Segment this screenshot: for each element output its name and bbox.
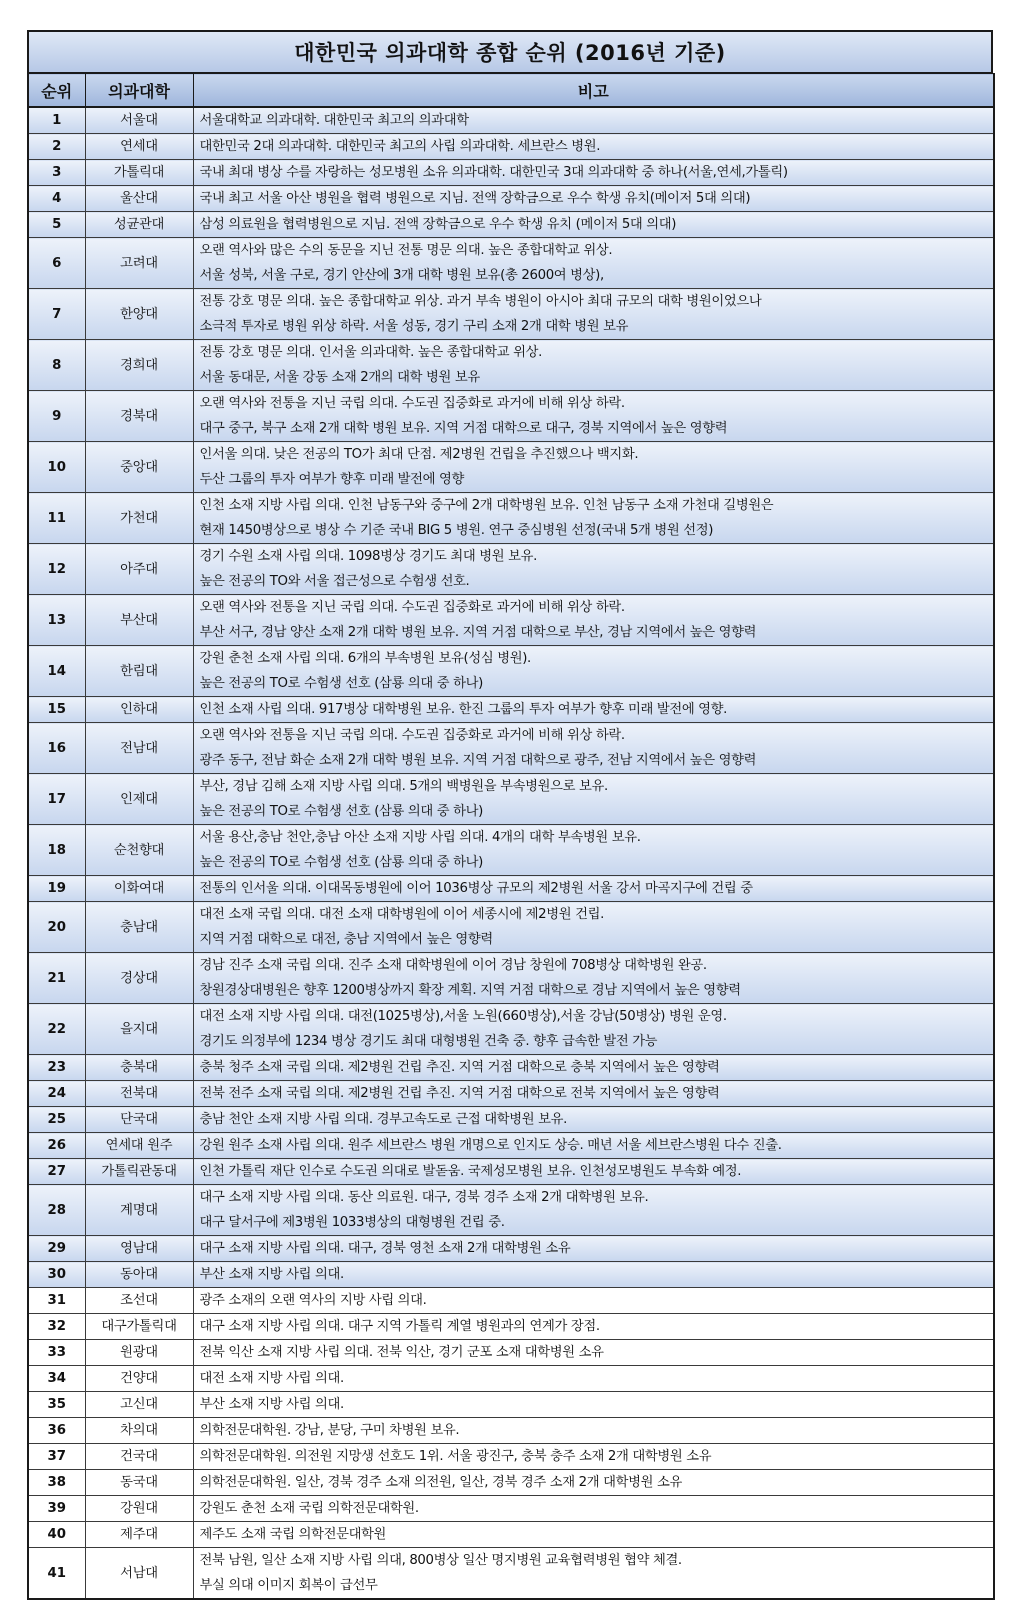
- school-name-cell: 제주대: [85, 1522, 193, 1548]
- school-name-cell: 조선대: [85, 1288, 193, 1314]
- note-cell: [193, 1366, 994, 1392]
- rank-cell: 21: [28, 953, 85, 1004]
- table-row: [28, 1185, 994, 1236]
- note-line: 삼성 의료원을 협력병원으로 지님. 전액 장학금으로 우수 학생 유치 (메이저 5대 의대): [199, 217, 677, 232]
- note-line: 인천 소재 사립 의대. 917병상 대학병원 보유. 한진 그룹의 투자 여부가 향후 미래 발전에 영향.: [199, 702, 728, 717]
- rank-cell: 11: [28, 493, 85, 544]
- school-name-cell: 강원대: [85, 1496, 193, 1522]
- rank-cell: 7: [28, 289, 85, 340]
- note-line: 충북 청주 소재 국립 의대. 제2병원 건립 추진. 지역 거점 대학으로 충북 지역에서 높은 영향력: [199, 1060, 720, 1075]
- note-line: 전통 강호 명문 의대. 인서울 의과대학. 높은 종합대학교 위상.: [199, 345, 543, 360]
- school-name-cell: 원광대: [85, 1340, 193, 1366]
- table-row: [28, 1522, 994, 1548]
- note-cell: [193, 340, 994, 391]
- school-name-cell: 연세대: [85, 134, 193, 160]
- note-cell: [193, 107, 994, 134]
- school-name-cell: 가천대: [85, 493, 193, 544]
- note-line: 서울 용산,충남 천안,충남 아산 소재 지방 사립 의대. 4개의 대학 부속병원 보유.: [199, 830, 641, 845]
- note-line: 경남 진주 소재 국립 의대. 진주 소재 대학병원에 이어 경남 창원에 708병상 대학병원 완공.: [199, 958, 707, 973]
- table-row: [28, 391, 994, 442]
- column-header-note: 비고: [193, 74, 994, 108]
- note-cell: [193, 1004, 994, 1055]
- school-name-cell: 인하대: [85, 697, 193, 723]
- note-line: 부산 소재 지방 사립 의대.: [199, 1267, 344, 1282]
- table-row: [28, 1392, 994, 1418]
- note-cell: [193, 160, 994, 186]
- note-line: 대구 소재 지방 사립 의대. 대구 지역 가톨릭 계열 병원과의 연계가 장점.: [199, 1319, 600, 1334]
- note-line: 높은 전공의 TO와 서울 접근성으로 수험생 선호.: [199, 574, 470, 589]
- school-name-cell: 연세대 원주: [85, 1133, 193, 1159]
- rank-cell: 9: [28, 391, 85, 442]
- note-cell: [193, 1107, 994, 1133]
- rank-cell: 16: [28, 723, 85, 774]
- note-line: 대전 소재 지방 사립 의대.: [199, 1371, 344, 1386]
- rank-cell: 32: [28, 1314, 85, 1340]
- note-cell: [193, 876, 994, 902]
- table-row: [28, 238, 994, 289]
- table-row: [28, 134, 994, 160]
- rank-cell: 38: [28, 1470, 85, 1496]
- school-name-cell: 충남대: [85, 902, 193, 953]
- table-row: [28, 1055, 994, 1081]
- note-line: 강원도 춘천 소재 국립 의학전문대학원.: [199, 1501, 419, 1516]
- note-cell: [193, 1185, 994, 1236]
- page-title: 대한민국 의과대학 종합 순위 (2016년 기준): [27, 30, 993, 73]
- note-cell: [193, 212, 994, 238]
- school-name-cell: 계명대: [85, 1185, 193, 1236]
- rank-cell: 39: [28, 1496, 85, 1522]
- note-cell: [193, 289, 994, 340]
- school-name-cell: 성균관대: [85, 212, 193, 238]
- school-name-cell: 가톨릭대: [85, 160, 193, 186]
- note-cell: [193, 544, 994, 595]
- school-name-cell: 중앙대: [85, 442, 193, 493]
- note-cell: [193, 595, 994, 646]
- note-line: 충남 천안 소재 지방 사립 의대. 경부고속도로 근접 대학병원 보유.: [199, 1112, 568, 1127]
- rank-cell: 3: [28, 160, 85, 186]
- table-row: [28, 1340, 994, 1366]
- note-line: 대구 소재 지방 사립 의대. 동산 의료원. 대구, 경북 경주 소재 2개 대학병원 보유.: [199, 1190, 649, 1205]
- table-row: [28, 442, 994, 493]
- school-name-cell: 건국대: [85, 1444, 193, 1470]
- note-cell: [193, 1392, 994, 1418]
- table-row: [28, 1236, 994, 1262]
- table-row: [28, 1133, 994, 1159]
- note-cell: [193, 1522, 994, 1548]
- note-cell: [193, 1548, 994, 1600]
- note-line: 광주 소재의 오랜 역사의 지방 사립 의대.: [199, 1293, 427, 1308]
- school-name-cell: 건양대: [85, 1366, 193, 1392]
- note-cell: [193, 1159, 994, 1185]
- note-line: 오랜 역사와 전통을 지닌 국립 의대. 수도권 집중화로 과거에 비해 위상 하락.: [199, 728, 625, 743]
- note-line: 의학전문대학원. 의전원 지망생 선호도 1위. 서울 광진구, 충북 충주 소재 2개 대학병원 소유: [199, 1449, 712, 1464]
- note-line: 경기도 의정부에 1234 병상 경기도 최대 대형병원 건축 중. 향후 급속한 발전 가능: [199, 1034, 658, 1049]
- note-cell: [193, 1496, 994, 1522]
- table-row: [28, 1418, 994, 1444]
- school-name-cell: 순천향대: [85, 825, 193, 876]
- note-line: 의학전문대학원. 강남, 분당, 구미 차병원 보유.: [199, 1423, 460, 1438]
- school-name-cell: 서남대: [85, 1548, 193, 1600]
- rank-cell: 25: [28, 1107, 85, 1133]
- note-cell: [193, 774, 994, 825]
- school-name-cell: 대구가톨릭대: [85, 1314, 193, 1340]
- note-cell: [193, 1288, 994, 1314]
- school-name-cell: 이화여대: [85, 876, 193, 902]
- table-row: [28, 1107, 994, 1133]
- note-line: 전통 강호 명문 의대. 높은 종합대학교 위상. 과거 부속 병원이 아시아 최대 규모의 대학 병원이었으나: [199, 294, 762, 309]
- rank-cell: 35: [28, 1392, 85, 1418]
- note-line: 강원 원주 소재 사립 의대. 원주 세브란스 병원 개명으로 인지도 상승. 매년 서울 세브란스병원 다수 진출.: [199, 1138, 782, 1153]
- note-cell: [193, 1055, 994, 1081]
- note-cell: [193, 391, 994, 442]
- rank-cell: 26: [28, 1133, 85, 1159]
- note-cell: [193, 134, 994, 160]
- note-line: 인천 가톨릭 재단 인수로 수도권 의대로 발돋움. 국제성모병원 보유. 인천성모병원도 부속화 예정.: [199, 1164, 742, 1179]
- table-row: [28, 1366, 994, 1392]
- note-line: 창원경상대병원은 향후 1200병상까지 확장 계획. 지역 거점 대학으로 경남 지역에서 높은 영향력: [199, 983, 741, 998]
- rank-cell: 31: [28, 1288, 85, 1314]
- note-line: 부산 서구, 경남 양산 소재 2개 대학 병원 보유. 지역 거점 대학으로 부산, 경남 지역에서 높은 영향력: [199, 625, 757, 640]
- table-row: [28, 1470, 994, 1496]
- rank-cell: 12: [28, 544, 85, 595]
- rank-cell: 27: [28, 1159, 85, 1185]
- school-name-cell: 고신대: [85, 1392, 193, 1418]
- note-line: 전북 익산 소재 지방 사립 의대. 전북 익산, 경기 군포 소재 대학병원 소유: [199, 1345, 604, 1360]
- table-row: [28, 646, 994, 697]
- rank-cell: 41: [28, 1548, 85, 1600]
- note-cell: [193, 238, 994, 289]
- note-cell: [193, 1262, 994, 1288]
- note-cell: [193, 646, 994, 697]
- note-line: 대구 달서구에 제3병원 1033병상의 대형병원 건립 중.: [199, 1215, 505, 1230]
- note-line: 높은 전공의 TO로 수험생 선호 (삼룡 의대 중 하나): [199, 804, 483, 819]
- note-cell: [193, 825, 994, 876]
- note-cell: [193, 1236, 994, 1262]
- school-name-cell: 동국대: [85, 1470, 193, 1496]
- table-row: [28, 107, 994, 134]
- rank-cell: 14: [28, 646, 85, 697]
- note-line: 대한민국 2대 의과대학. 대한민국 최고의 사립 의과대학. 세브란스 병원.: [199, 139, 601, 154]
- note-line: 높은 전공의 TO로 수험생 선호 (삼룡 의대 중 하나): [199, 855, 483, 870]
- rank-cell: 40: [28, 1522, 85, 1548]
- note-line: 대구 소재 지방 사립 의대. 대구, 경북 영천 소재 2개 대학병원 소유: [199, 1241, 571, 1256]
- note-line: 강원 춘천 소재 사립 의대. 6개의 부속병원 보유(성심 병원).: [199, 651, 531, 666]
- note-cell: [193, 697, 994, 723]
- rank-cell: 2: [28, 134, 85, 160]
- column-header-name: 의과대학: [85, 74, 193, 108]
- note-line: 서울 동대문, 서울 강동 소재 2개의 대학 병원 보유: [199, 370, 480, 385]
- rank-cell: 6: [28, 238, 85, 289]
- rank-cell: 1: [28, 107, 85, 134]
- table-row: [28, 1081, 994, 1107]
- school-name-cell: 충북대: [85, 1055, 193, 1081]
- table-row: [28, 186, 994, 212]
- rank-cell: 5: [28, 212, 85, 238]
- note-line: 서울대학교 의과대학. 대한민국 최고의 의과대학: [199, 113, 469, 128]
- note-cell: [193, 1470, 994, 1496]
- note-line: 지역 거점 대학으로 대전, 충남 지역에서 높은 영향력: [199, 932, 493, 947]
- rank-cell: 29: [28, 1236, 85, 1262]
- table-row: [28, 953, 994, 1004]
- rank-cell: 4: [28, 186, 85, 212]
- rank-cell: 8: [28, 340, 85, 391]
- rank-cell: 23: [28, 1055, 85, 1081]
- note-cell: [193, 1444, 994, 1470]
- table-body: [28, 107, 994, 1599]
- note-line: 인천 소재 지방 사립 의대. 인천 남동구와 중구에 2개 대학병원 보유. 인천 남동구 소재 가천대 길병원은: [199, 498, 774, 513]
- rank-cell: 33: [28, 1340, 85, 1366]
- note-cell: [193, 1081, 994, 1107]
- note-cell: [193, 902, 994, 953]
- school-name-cell: 을지대: [85, 1004, 193, 1055]
- note-line: 국내 최고 서울 아산 병원을 협력 병원으로 지님. 전액 장학금으로 우수 학생 유치(메이저 5대 의대): [199, 191, 751, 206]
- table-row: [28, 1314, 994, 1340]
- note-line: 경기 수원 소재 사립 의대. 1098병상 경기도 최대 병원 보유.: [199, 549, 537, 564]
- rank-cell: 18: [28, 825, 85, 876]
- note-line: 오랜 역사와 전통을 지닌 국립 의대. 수도권 집중화로 과거에 비해 위상 하락.: [199, 396, 625, 411]
- rank-cell: 37: [28, 1444, 85, 1470]
- note-line: 제주도 소재 국립 의학전문대학원: [199, 1527, 387, 1542]
- table-row: [28, 340, 994, 391]
- school-name-cell: 경상대: [85, 953, 193, 1004]
- rank-cell: 10: [28, 442, 85, 493]
- note-line: 소극적 투자로 병원 위상 하락. 서울 성동, 경기 구리 소재 2개 대학 병원 보유: [199, 319, 629, 334]
- rank-cell: 15: [28, 697, 85, 723]
- school-name-cell: 영남대: [85, 1236, 193, 1262]
- table-row: [28, 1288, 994, 1314]
- header-row: [28, 74, 994, 108]
- school-name-cell: 서울대: [85, 107, 193, 134]
- rank-cell: 36: [28, 1418, 85, 1444]
- note-line: 부산, 경남 김해 소재 지방 사립 의대. 5개의 백병원을 부속병원으로 보유.: [199, 779, 608, 794]
- note-line: 의학전문대학원. 일산, 경북 경주 소재 의전원, 일산, 경북 경주 소재 2개 대학병원 소유: [199, 1475, 682, 1490]
- note-cell: [193, 953, 994, 1004]
- rank-cell: 24: [28, 1081, 85, 1107]
- column-header-rank: 순위: [28, 74, 85, 108]
- rank-cell: 22: [28, 1004, 85, 1055]
- school-name-cell: 울산대: [85, 186, 193, 212]
- table-row: [28, 289, 994, 340]
- rank-cell: 20: [28, 902, 85, 953]
- note-line: 전북 전주 소재 국립 의대. 제2병원 건립 추진. 지역 거점 대학으로 전북 지역에서 높은 영향력: [199, 1086, 720, 1101]
- note-line: 오랜 역사와 전통을 지닌 국립 의대. 수도권 집중화로 과거에 비해 위상 하락.: [199, 600, 625, 615]
- rank-cell: 28: [28, 1185, 85, 1236]
- rank-cell: 13: [28, 595, 85, 646]
- note-cell: [193, 442, 994, 493]
- school-name-cell: 고려대: [85, 238, 193, 289]
- table-row: [28, 1496, 994, 1522]
- ranking-sheet: [27, 30, 993, 1600]
- note-cell: [193, 1314, 994, 1340]
- note-cell: [193, 493, 994, 544]
- note-line: 국내 최대 병상 수를 자랑하는 성모병원 소유 의과대학. 대한민국 3대 의과대학 중 하나(서울,연세,가톨릭): [199, 165, 788, 180]
- table-row: [28, 544, 994, 595]
- note-cell: [193, 186, 994, 212]
- table-row: [28, 160, 994, 186]
- table-row: [28, 825, 994, 876]
- note-line: 전통의 인서울 의대. 이대목동병원에 이어 1036병상 규모의 제2병원 서울 강서 마곡지구에 건립 중: [199, 881, 753, 896]
- table-row: [28, 1004, 994, 1055]
- table-row: [28, 212, 994, 238]
- note-cell: [193, 1340, 994, 1366]
- note-line: 부실 의대 이미지 회복이 급선무: [199, 1578, 378, 1593]
- rank-cell: 34: [28, 1366, 85, 1392]
- school-name-cell: 인제대: [85, 774, 193, 825]
- rank-cell: 19: [28, 876, 85, 902]
- table-row: [28, 876, 994, 902]
- school-name-cell: 전북대: [85, 1081, 193, 1107]
- note-cell: [193, 723, 994, 774]
- note-line: 두산 그룹의 투자 여부가 향후 미래 발전에 영향: [199, 472, 465, 487]
- table-row: [28, 1262, 994, 1288]
- table-row: [28, 723, 994, 774]
- school-name-cell: 경북대: [85, 391, 193, 442]
- table-row: [28, 1548, 994, 1600]
- note-cell: [193, 1133, 994, 1159]
- note-line: 전북 남원, 일산 소재 지방 사립 의대, 800병상 일산 명지병원 교육협력병원 협약 체결.: [199, 1553, 682, 1568]
- note-line: 오랜 역사와 많은 수의 동문을 지닌 전통 명문 의대. 높은 종합대학교 위상.: [199, 243, 613, 258]
- note-line: 부산 소재 지방 사립 의대.: [199, 1397, 344, 1412]
- note-line: 대전 소재 국립 의대. 대전 소재 대학병원에 이어 세종시에 제2병원 건립.: [199, 907, 604, 922]
- note-line: 높은 전공의 TO로 수험생 선호 (삼룡 의대 중 하나): [199, 676, 483, 691]
- school-name-cell: 동아대: [85, 1262, 193, 1288]
- table-row: [28, 493, 994, 544]
- school-name-cell: 차의대: [85, 1418, 193, 1444]
- table-row: [28, 774, 994, 825]
- note-line: 대구 중구, 북구 소재 2개 대학 병원 보유. 지역 거점 대학으로 대구, 경북 지역에서 높은 영향력: [199, 421, 728, 436]
- school-name-cell: 부산대: [85, 595, 193, 646]
- school-name-cell: 가톨릭관동대: [85, 1159, 193, 1185]
- ranking-table: [27, 73, 995, 1600]
- table-row: [28, 697, 994, 723]
- table-row: [28, 1444, 994, 1470]
- school-name-cell: 경희대: [85, 340, 193, 391]
- note-cell: [193, 1418, 994, 1444]
- school-name-cell: 전남대: [85, 723, 193, 774]
- school-name-cell: 한림대: [85, 646, 193, 697]
- table-row: [28, 1159, 994, 1185]
- table-row: [28, 902, 994, 953]
- note-line: 광주 동구, 전남 화순 소재 2개 대학 병원 보유. 지역 거점 대학으로 광주, 전남 지역에서 높은 영향력: [199, 753, 757, 768]
- school-name-cell: 단국대: [85, 1107, 193, 1133]
- note-line: 인서울 의대. 낮은 전공의 TO가 최대 단점. 제2병원 건립을 추진했으나 백지화.: [199, 447, 639, 462]
- table-row: [28, 595, 994, 646]
- rank-cell: 17: [28, 774, 85, 825]
- note-line: 현재 1450병상으로 병상 수 기준 국내 BIG 5 병원. 연구 중심병원 선정(국내 5개 병원 선정): [199, 523, 714, 538]
- school-name-cell: 아주대: [85, 544, 193, 595]
- rank-cell: 30: [28, 1262, 85, 1288]
- note-line: 서울 성북, 서울 구로, 경기 안산에 3개 대학 병원 보유(총 2600여 병상),: [199, 268, 604, 283]
- school-name-cell: 한양대: [85, 289, 193, 340]
- note-line: 대전 소재 지방 사립 의대. 대전(1025병상),서울 노원(660병상),서울 강남(50병상) 병원 운영.: [199, 1009, 727, 1024]
